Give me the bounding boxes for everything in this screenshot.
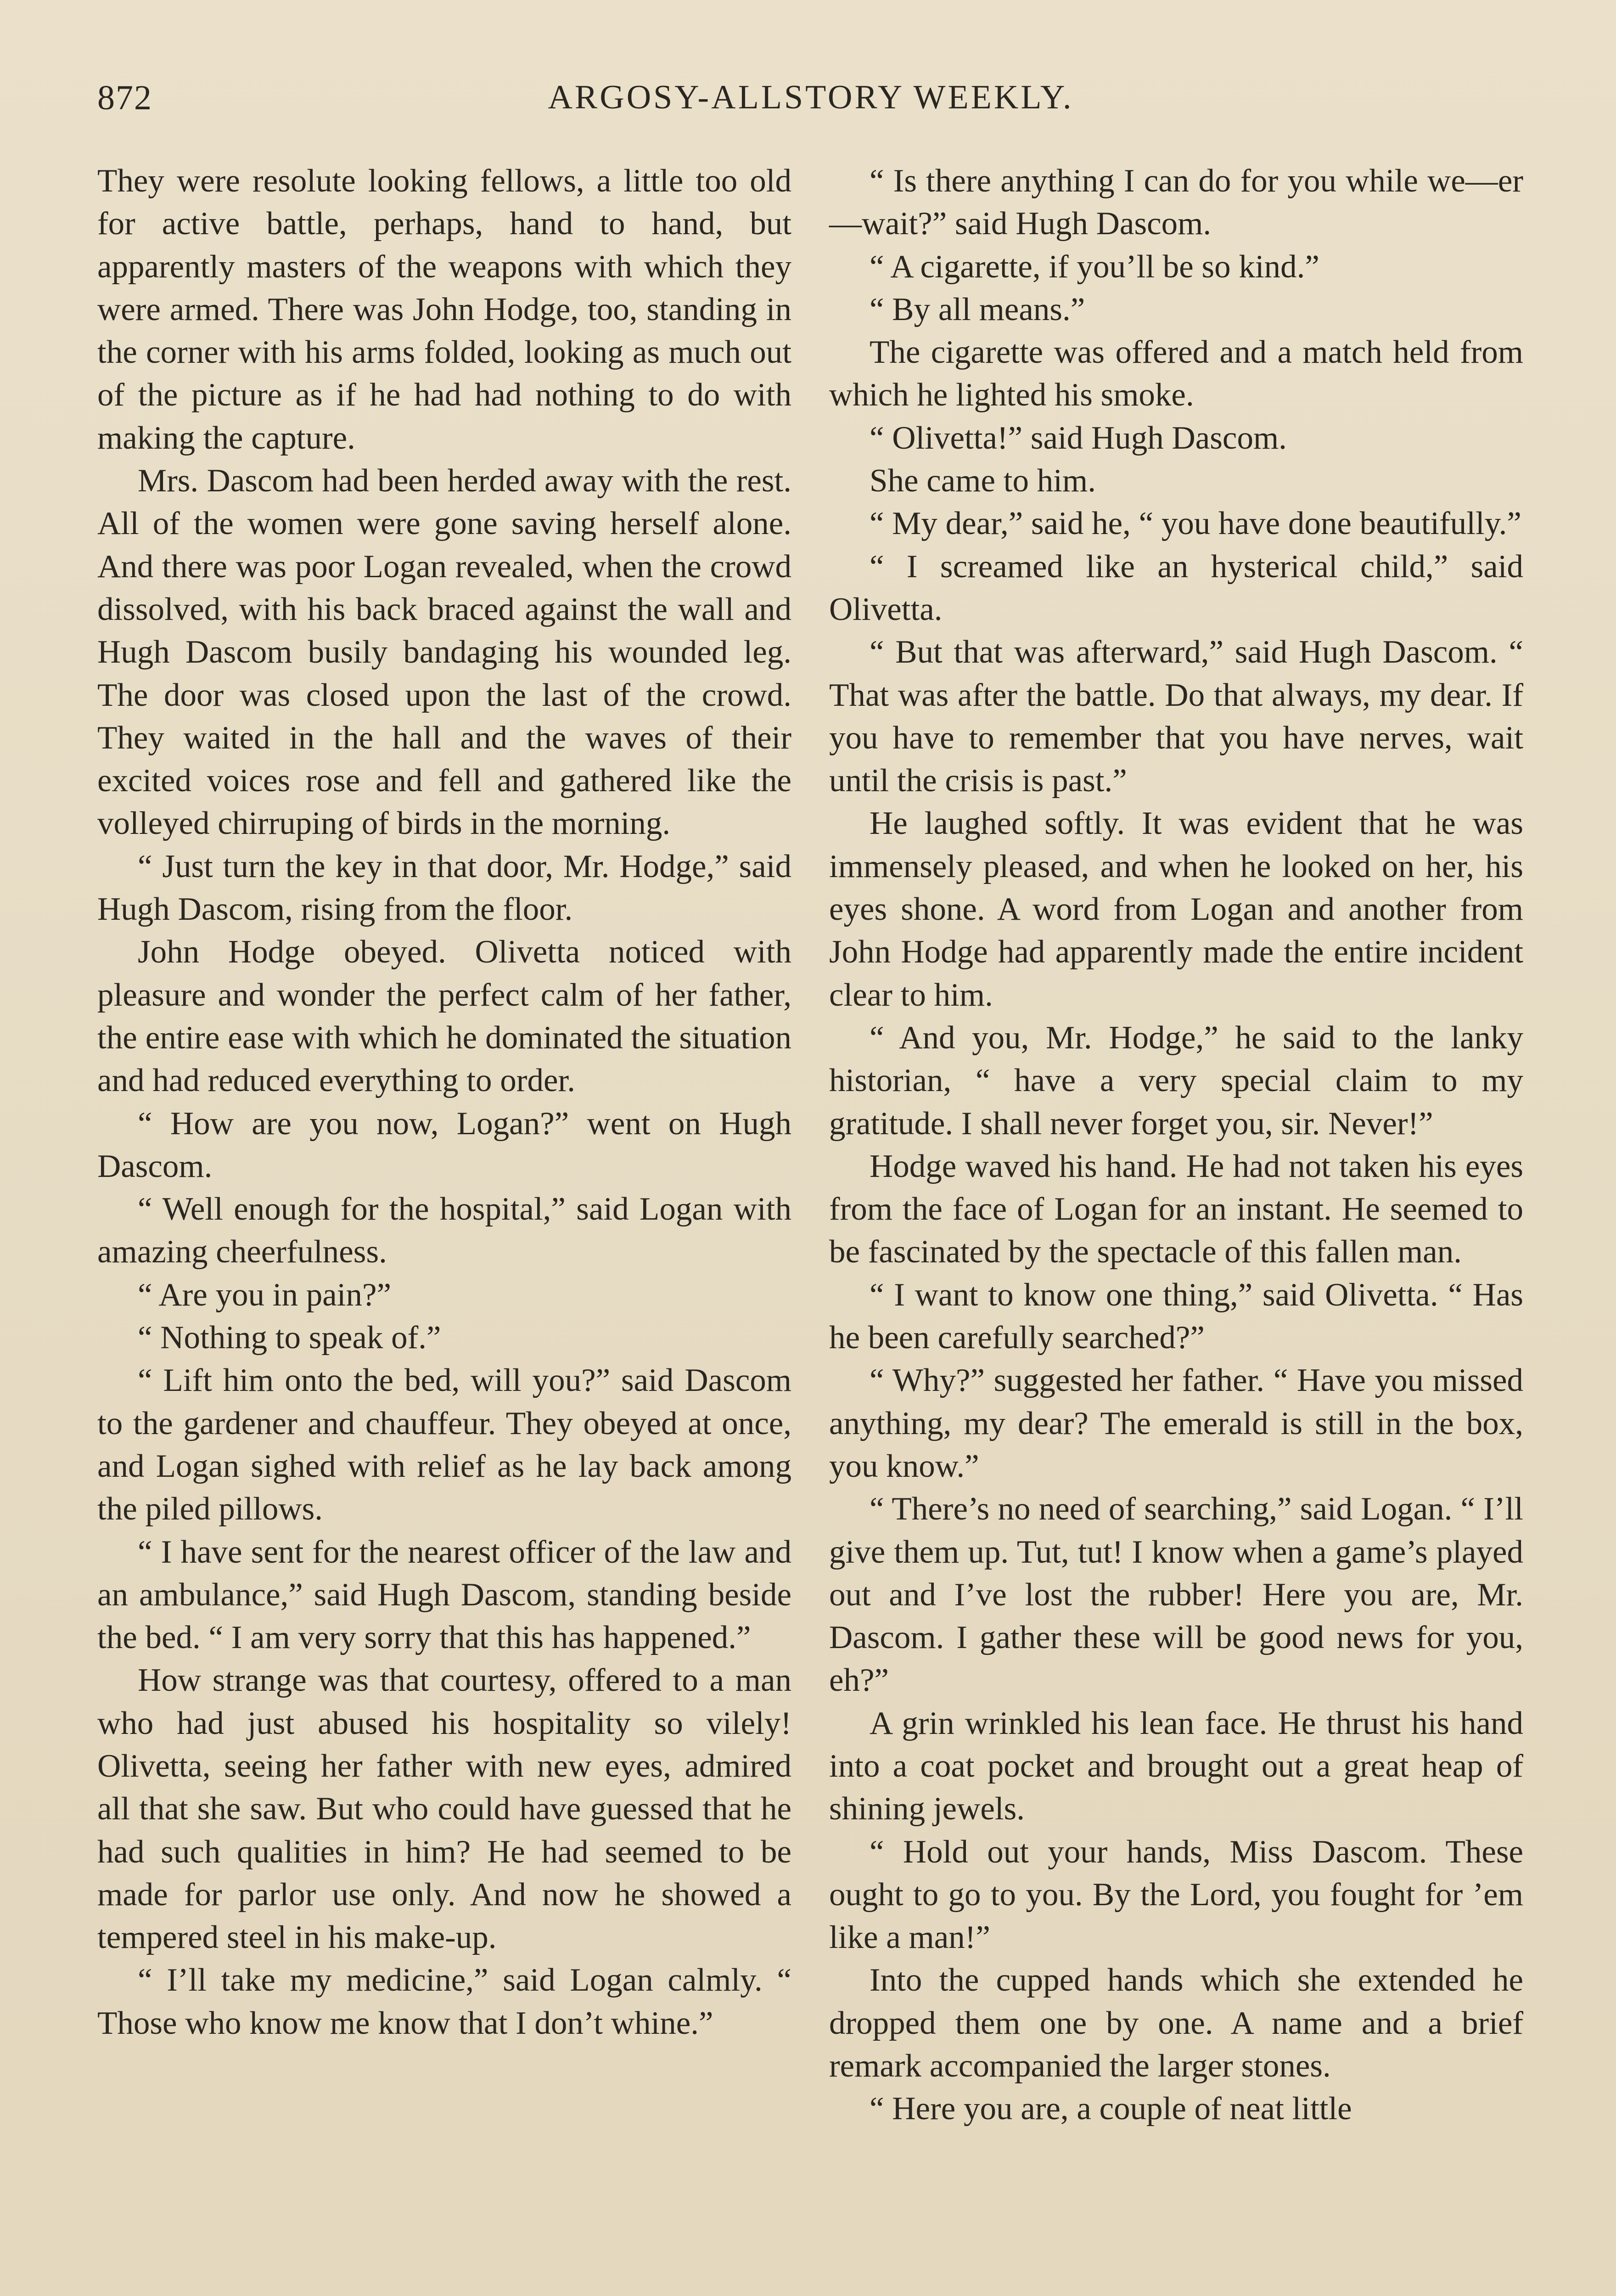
paragraph: “ Is there anything I can do for you while we—er—wait?” said Hugh Dascom.: [829, 163, 1523, 242]
paragraph: How strange was that courtesy, offered to a man who had just abused his hospitality so vilely! Olivetta, seeing her father with new eyes, admired all that she saw. But who could have guessed that he had such qualities in him? He had seemed to be made for parlor use only. And now he showed a tempered steel in his make-up.: [97, 1662, 791, 1956]
paragraph: “ I want to know one thing,” said Olivetta. “ Has he been carefully searched?”: [829, 1277, 1523, 1356]
right-text-column: [829, 160, 1523, 2131]
paragraph: “ Here you are, a couple of neat little: [870, 2091, 1352, 2127]
paragraph: “ Hold out your hands, Miss Dascom. These ought to go to you. By the Lord, you fought for ’em like a man!”: [829, 1834, 1523, 1956]
paragraph: The cigarette was offered and a match held from which he lighted his smoke.: [829, 334, 1523, 413]
paragraph: “ Well enough for the hospital,” said Logan with amazing cheerfulness.: [97, 1191, 791, 1270]
paragraph: “ By all means.”: [870, 291, 1085, 327]
left-text-column: [97, 160, 791, 2045]
paragraph: “ I’ll take my medicine,” said Logan calmly. “ Those who know me know that I don’t whine.”: [97, 1962, 791, 2041]
paragraph: “ I have sent for the nearest officer of the law and an ambulance,” said Hugh Dascom, standing beside the bed. “ I am very sorry that this has happened.”: [97, 1534, 791, 1656]
paragraph: “ A cigarette, if you’ll be so kind.”: [870, 248, 1319, 285]
paragraph: “ And you, Mr. Hodge,” he said to the lanky historian, “ have a very special claim to my gratitude. I shall never forget you, sir. Never!”: [829, 1019, 1523, 1142]
paragraph: “ But that was afterward,” said Hugh Dascom. “ That was after the battle. Do that always, my dear. If you have to remember that you have nerves, wait until the crisis is past.”: [829, 634, 1523, 799]
paragraph: They were resolute looking fellows, a little too old for active battle, perhaps, hand to hand, but apparently masters of the weapons with which they were armed. There was John Hodge, too, standing in the corner with his arms folded, looking as much out of the picture as if he had had nothing to do with making the capture.: [97, 163, 791, 456]
paragraph: “ Are you in pain?”: [138, 1277, 392, 1313]
running-title: ARGOSY-ALLSTORY WEEKLY.: [548, 79, 1074, 116]
paragraph: She came to him.: [870, 463, 1096, 499]
paragraph: A grin wrinkled his lean face. He thrust his hand into a coat pocket and brought out a great heap of shining jewels.: [829, 1705, 1523, 1827]
paragraph: “ Nothing to speak of.”: [138, 1320, 441, 1356]
paragraph: “ I screamed like an hysterical child,” said Olivetta.: [829, 548, 1523, 627]
page-header: [97, 78, 1524, 129]
paragraph: “ My dear,” said he, “ you have done beautifully.”: [870, 506, 1521, 542]
paragraph: “ Why?” suggested her father. “ Have you missed anything, my dear? The emerald is still in the box, you know.”: [829, 1362, 1523, 1484]
paragraph: John Hodge obeyed. Olivetta noticed with pleasure and wonder the perfect calm of her father, the entire ease with which he dominated the situation and had reduced everything to order.: [97, 934, 791, 1099]
paragraph: Into the cupped hands which she extended he dropped them one by one. A name and a brief remark accompanied the larger stones.: [829, 1962, 1523, 2084]
paragraph: Mrs. Dascom had been herded away with the rest. All of the women were gone saving herself alone. And there was poor Logan revealed, when the crowd dissolved, with his back braced against the wall and Hugh Dascom busily bandaging his wounded leg. The door was closed upon the last of the crowd. They waited in the hall and the waves of their excited voices rose and fell and gathered like the volleyed chirruping of birds in the morning.: [97, 463, 791, 842]
paragraph: “ Lift him onto the bed, will you?” said Dascom to the gardener and chauffeur. They obeyed at once, and Logan sighed with relief as he lay back among the piled pillows.: [97, 1362, 791, 1527]
paragraph: “ How are you now, Logan?” went on Hugh Dascom.: [97, 1105, 791, 1184]
paragraph: “ Olivetta!” said Hugh Dascom.: [870, 420, 1287, 456]
paragraph: “ Just turn the key in that door, Mr. Hodge,” said Hugh Dascom, rising from the floor.: [97, 848, 791, 928]
page-number: 872: [97, 79, 152, 117]
paragraph: He laughed softly. It was evident that he was immensely pleased, and when he looked on her, his eyes shone. A word from Logan and another from John Hodge had apparently made the entire incident clear to him.: [829, 805, 1523, 1013]
paragraph: “ There’s no need of searching,” said Logan. “ I’ll give them up. Tut, tut! I know when a game’s played out and I’ve lost the rubber! Here you are, Mr. Dascom. I gather these will be good news for you, eh?”: [829, 1491, 1523, 1699]
paragraph: Hodge waved his hand. He had not taken his eyes from the face of Logan for an instant. He seemed to be fascinated by the spectacle of this fallen man.: [829, 1148, 1523, 1270]
